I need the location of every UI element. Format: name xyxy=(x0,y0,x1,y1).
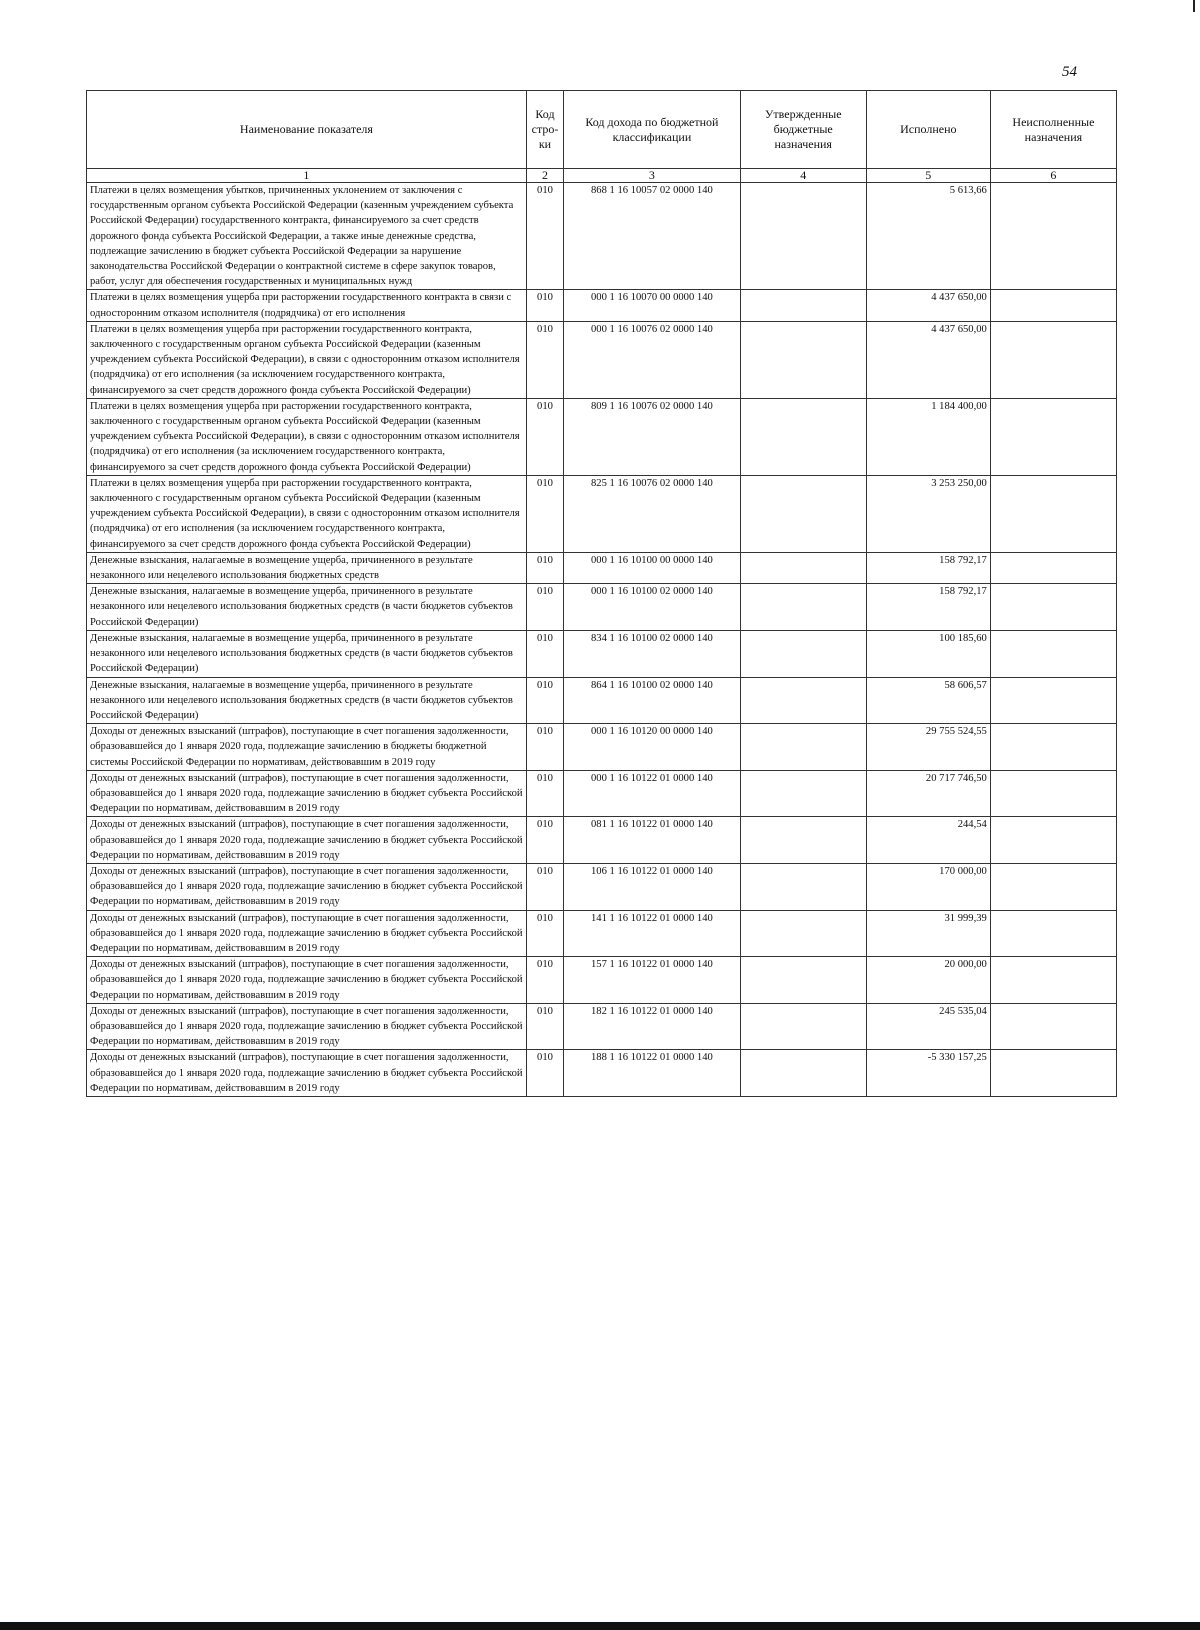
indicator-name-cell: Доходы от денежных взысканий (штрафов), поступающие в счет погашения задолженности, образовавшейся до 1 января 2020 года, подлежащие зачислению в бюджет субъекта Российской Федерации по нормативам, действовавшим в 2019 году xyxy=(87,817,527,864)
scan-edge-mark xyxy=(1193,0,1195,12)
approved-cell xyxy=(740,183,866,290)
indicator-name-cell: Платежи в целях возмещения ущерба при расторжении государственного контракта, заключенного с государственным органом субъекта Российской Федерации (казенным учреждением субъекта Российской Федерации), в связи с односторонним отказом исполнителя (подрядчика) от его исполнения (за исключением государственного контракта, финансируемого за счет средств дорожного фонда субъекта Российской Федерации) xyxy=(87,398,527,475)
table-row xyxy=(87,630,1117,677)
approved-cell xyxy=(740,552,866,583)
executed-cell: -5 330 157,25 xyxy=(866,1050,990,1097)
unexecuted-cell xyxy=(990,677,1116,724)
table-row xyxy=(87,724,1117,771)
unexecuted-cell xyxy=(990,584,1116,631)
table-row xyxy=(87,910,1117,957)
income-code-cell: 825 1 16 10076 02 0000 140 xyxy=(564,475,741,552)
executed-cell: 58 606,57 xyxy=(866,677,990,724)
income-code-cell: 864 1 16 10100 02 0000 140 xyxy=(564,677,741,724)
table-row xyxy=(87,863,1117,910)
income-code-cell: 834 1 16 10100 02 0000 140 xyxy=(564,630,741,677)
approved-cell xyxy=(740,584,866,631)
table-row xyxy=(87,290,1117,321)
row-code-cell: 010 xyxy=(526,817,563,864)
header-income-code: Код дохода по бюджетной классификации xyxy=(564,91,741,169)
executed-cell: 245 535,04 xyxy=(866,1003,990,1050)
row-code-cell: 010 xyxy=(526,910,563,957)
income-code-cell: 000 1 16 10120 00 0000 140 xyxy=(564,724,741,771)
column-number: 1 xyxy=(87,169,527,183)
unexecuted-cell xyxy=(990,630,1116,677)
table-row xyxy=(87,398,1117,475)
column-number: 3 xyxy=(564,169,741,183)
income-code-cell: 868 1 16 10057 02 0000 140 xyxy=(564,183,741,290)
unexecuted-cell xyxy=(990,552,1116,583)
row-code-cell: 010 xyxy=(526,183,563,290)
unexecuted-cell xyxy=(990,910,1116,957)
income-code-cell: 809 1 16 10076 02 0000 140 xyxy=(564,398,741,475)
approved-cell xyxy=(740,677,866,724)
scan-bottom-bar xyxy=(0,1622,1200,1630)
indicator-name-cell: Доходы от денежных взысканий (штрафов), поступающие в счет погашения задолженности, образовавшейся до 1 января 2020 года, подлежащие зачислению в бюджет субъекта Российской Федерации по нормативам, действовавшим в 2019 году xyxy=(87,863,527,910)
approved-cell xyxy=(740,910,866,957)
income-code-cell: 106 1 16 10122 01 0000 140 xyxy=(564,863,741,910)
indicator-name-cell: Платежи в целях возмещения ущерба при расторжении государственного контракта в связи с односторонним отказом исполнителя (подрядчика) от его исполнения xyxy=(87,290,527,321)
table-row xyxy=(87,817,1117,864)
indicator-name-cell: Денежные взыскания, налагаемые в возмещение ущерба, причиненного в результате незаконного или нецелевого использования бюджетных средств (в части бюджетов субъектов Российской Федерации) xyxy=(87,630,527,677)
executed-cell: 4 437 650,00 xyxy=(866,290,990,321)
header-unexecuted: Неисполненные назначения xyxy=(990,91,1116,169)
table-row xyxy=(87,584,1117,631)
indicator-name-cell: Доходы от денежных взысканий (штрафов), поступающие в счет погашения задолженности, образовавшейся до 1 января 2020 года, подлежащие зачислению в бюджет субъекта Российской Федерации по нормативам, действовавшим в 2019 году xyxy=(87,957,527,1004)
table-row xyxy=(87,552,1117,583)
income-code-cell: 157 1 16 10122 01 0000 140 xyxy=(564,957,741,1004)
column-number: 4 xyxy=(740,169,866,183)
column-number: 6 xyxy=(990,169,1116,183)
row-code-cell: 010 xyxy=(526,398,563,475)
unexecuted-cell xyxy=(990,770,1116,817)
approved-cell xyxy=(740,863,866,910)
indicator-name-cell: Денежные взыскания, налагаемые в возмещение ущерба, причиненного в результате незаконного или нецелевого использования бюджетных средств (в части бюджетов субъектов Российской Федерации) xyxy=(87,677,527,724)
unexecuted-cell xyxy=(990,475,1116,552)
page-number: 54 xyxy=(1062,64,1077,80)
executed-cell: 20 717 746,50 xyxy=(866,770,990,817)
income-code-cell: 000 1 16 10070 00 0000 140 xyxy=(564,290,741,321)
unexecuted-cell xyxy=(990,724,1116,771)
row-code-cell: 010 xyxy=(526,584,563,631)
table-row xyxy=(87,1050,1117,1097)
table-row xyxy=(87,770,1117,817)
executed-cell: 1 184 400,00 xyxy=(866,398,990,475)
header-executed: Исполнено xyxy=(866,91,990,169)
income-code-cell: 000 1 16 10122 01 0000 140 xyxy=(564,770,741,817)
row-code-cell: 010 xyxy=(526,321,563,398)
income-code-cell: 000 1 16 10100 02 0000 140 xyxy=(564,584,741,631)
income-code-cell: 188 1 16 10122 01 0000 140 xyxy=(564,1050,741,1097)
indicator-name-cell: Доходы от денежных взысканий (штрафов), поступающие в счет погашения задолженности, образовавшейся до 1 января 2020 года, подлежащие зачислению в бюджет субъекта Российской Федерации по нормативам, действовавшим в 2019 году xyxy=(87,1003,527,1050)
indicator-name-cell: Платежи в целях возмещения ущерба при расторжении государственного контракта, заключенного с государственным органом субъекта Российской Федерации (казенным учреждением субъекта Российской Федерации), в связи с односторонним отказом исполнителя (подрядчика) от его исполнения (за исключением государственного контракта, финансируемого за счет средств дорожного фонда субъекта Российской Федерации) xyxy=(87,475,527,552)
row-code-cell: 010 xyxy=(526,677,563,724)
row-code-cell: 010 xyxy=(526,1050,563,1097)
approved-cell xyxy=(740,398,866,475)
approved-cell xyxy=(740,321,866,398)
row-code-cell: 010 xyxy=(526,630,563,677)
executed-cell: 100 185,60 xyxy=(866,630,990,677)
row-code-cell: 010 xyxy=(526,290,563,321)
executed-cell: 29 755 524,55 xyxy=(866,724,990,771)
column-number: 5 xyxy=(866,169,990,183)
approved-cell xyxy=(740,290,866,321)
income-code-cell: 000 1 16 10076 02 0000 140 xyxy=(564,321,741,398)
executed-cell: 3 253 250,00 xyxy=(866,475,990,552)
header-approved: Утвержденные бюджетные назначения xyxy=(740,91,866,169)
indicator-name-cell: Денежные взыскания, налагаемые в возмещение ущерба, причиненного в результате незаконного или нецелевого использования бюджетных средств xyxy=(87,552,527,583)
budget-report-table xyxy=(86,90,1117,1097)
income-code-cell: 141 1 16 10122 01 0000 140 xyxy=(564,910,741,957)
unexecuted-cell xyxy=(990,1050,1116,1097)
approved-cell xyxy=(740,475,866,552)
approved-cell xyxy=(740,770,866,817)
row-code-cell: 010 xyxy=(526,724,563,771)
row-code-cell: 010 xyxy=(526,475,563,552)
approved-cell xyxy=(740,1050,866,1097)
executed-cell: 5 613,66 xyxy=(866,183,990,290)
income-code-cell: 081 1 16 10122 01 0000 140 xyxy=(564,817,741,864)
row-code-cell: 010 xyxy=(526,1003,563,1050)
unexecuted-cell xyxy=(990,863,1116,910)
executed-cell: 244,54 xyxy=(866,817,990,864)
header-row-code: Код стро-ки xyxy=(526,91,563,169)
approved-cell xyxy=(740,630,866,677)
approved-cell xyxy=(740,817,866,864)
table-row xyxy=(87,957,1117,1004)
income-code-cell: 182 1 16 10122 01 0000 140 xyxy=(564,1003,741,1050)
executed-cell: 4 437 650,00 xyxy=(866,321,990,398)
row-code-cell: 010 xyxy=(526,957,563,1004)
table-row xyxy=(87,321,1117,398)
table-row xyxy=(87,183,1117,290)
executed-cell: 20 000,00 xyxy=(866,957,990,1004)
approved-cell xyxy=(740,1003,866,1050)
executed-cell: 31 999,39 xyxy=(866,910,990,957)
unexecuted-cell xyxy=(990,1003,1116,1050)
indicator-name-cell: Платежи в целях возмещения убытков, причиненных уклонением от заключения с государственным органом субъекта Российской Федерации (казенным учреждением субъекта Российской Федерации) государственного контракта, финансируемого за счет средств дорожного фонда субъекта Российской Федерации, а также иные денежные средства, подлежащие зачислению в бюджет субъекта Российской Федерации за нарушение законодательства Российской Федерации о контрактной системе в сфере закупок товаров, работ, услуг для обеспечения государственных и муниципальных нужд xyxy=(87,183,527,290)
income-code-cell: 000 1 16 10100 00 0000 140 xyxy=(564,552,741,583)
unexecuted-cell xyxy=(990,290,1116,321)
row-code-cell: 010 xyxy=(526,552,563,583)
indicator-name-cell: Доходы от денежных взысканий (штрафов), поступающие в счет погашения задолженности, образовавшейся до 1 января 2020 года, подлежащие зачислению в бюджет субъекта Российской Федерации по нормативам, действовавшим в 2019 году xyxy=(87,770,527,817)
table-row xyxy=(87,1003,1117,1050)
approved-cell xyxy=(740,957,866,1004)
unexecuted-cell xyxy=(990,321,1116,398)
executed-cell: 158 792,17 xyxy=(866,552,990,583)
unexecuted-cell xyxy=(990,957,1116,1004)
row-code-cell: 010 xyxy=(526,770,563,817)
approved-cell xyxy=(740,724,866,771)
row-code-cell: 010 xyxy=(526,863,563,910)
table-row xyxy=(87,677,1117,724)
indicator-name-cell: Доходы от денежных взысканий (штрафов), поступающие в счет погашения задолженности, образовавшейся до 1 января 2020 года, подлежащие зачислению в бюджет субъекта Российской Федерации по нормативам, действовавшим в 2019 году xyxy=(87,1050,527,1097)
unexecuted-cell xyxy=(990,398,1116,475)
executed-cell: 158 792,17 xyxy=(866,584,990,631)
indicator-name-cell: Доходы от денежных взысканий (штрафов), поступающие в счет погашения задолженности, образовавшейся до 1 января 2020 года, подлежащие зачислению в бюджеты бюджетной системы Российской Федерации по нормативам, действовавшим в 2019 году xyxy=(87,724,527,771)
executed-cell: 170 000,00 xyxy=(866,863,990,910)
indicator-name-cell: Платежи в целях возмещения ущерба при расторжении государственного контракта, заключенного с государственным органом субъекта Российской Федерации (казенным учреждением субъекта Российской Федерации), в связи с односторонним отказом исполнителя (подрядчика) от его исполнения (за исключением государственного контракта, финансируемого за счет средств дорожного фонда субъекта Российской Федерации) xyxy=(87,321,527,398)
indicator-name-cell: Денежные взыскания, налагаемые в возмещение ущерба, причиненного в результате незаконного или нецелевого использования бюджетных средств (в части бюджетов субъектов Российской Федерации) xyxy=(87,584,527,631)
unexecuted-cell xyxy=(990,817,1116,864)
table-row xyxy=(87,475,1117,552)
column-number: 2 xyxy=(526,169,563,183)
indicator-name-cell: Доходы от денежных взысканий (штрафов), поступающие в счет погашения задолженности, образовавшейся до 1 января 2020 года, подлежащие зачислению в бюджет субъекта Российской Федерации по нормативам, действовавшим в 2019 году xyxy=(87,910,527,957)
unexecuted-cell xyxy=(990,183,1116,290)
header-indicator-name: Наименование показателя xyxy=(87,91,527,169)
